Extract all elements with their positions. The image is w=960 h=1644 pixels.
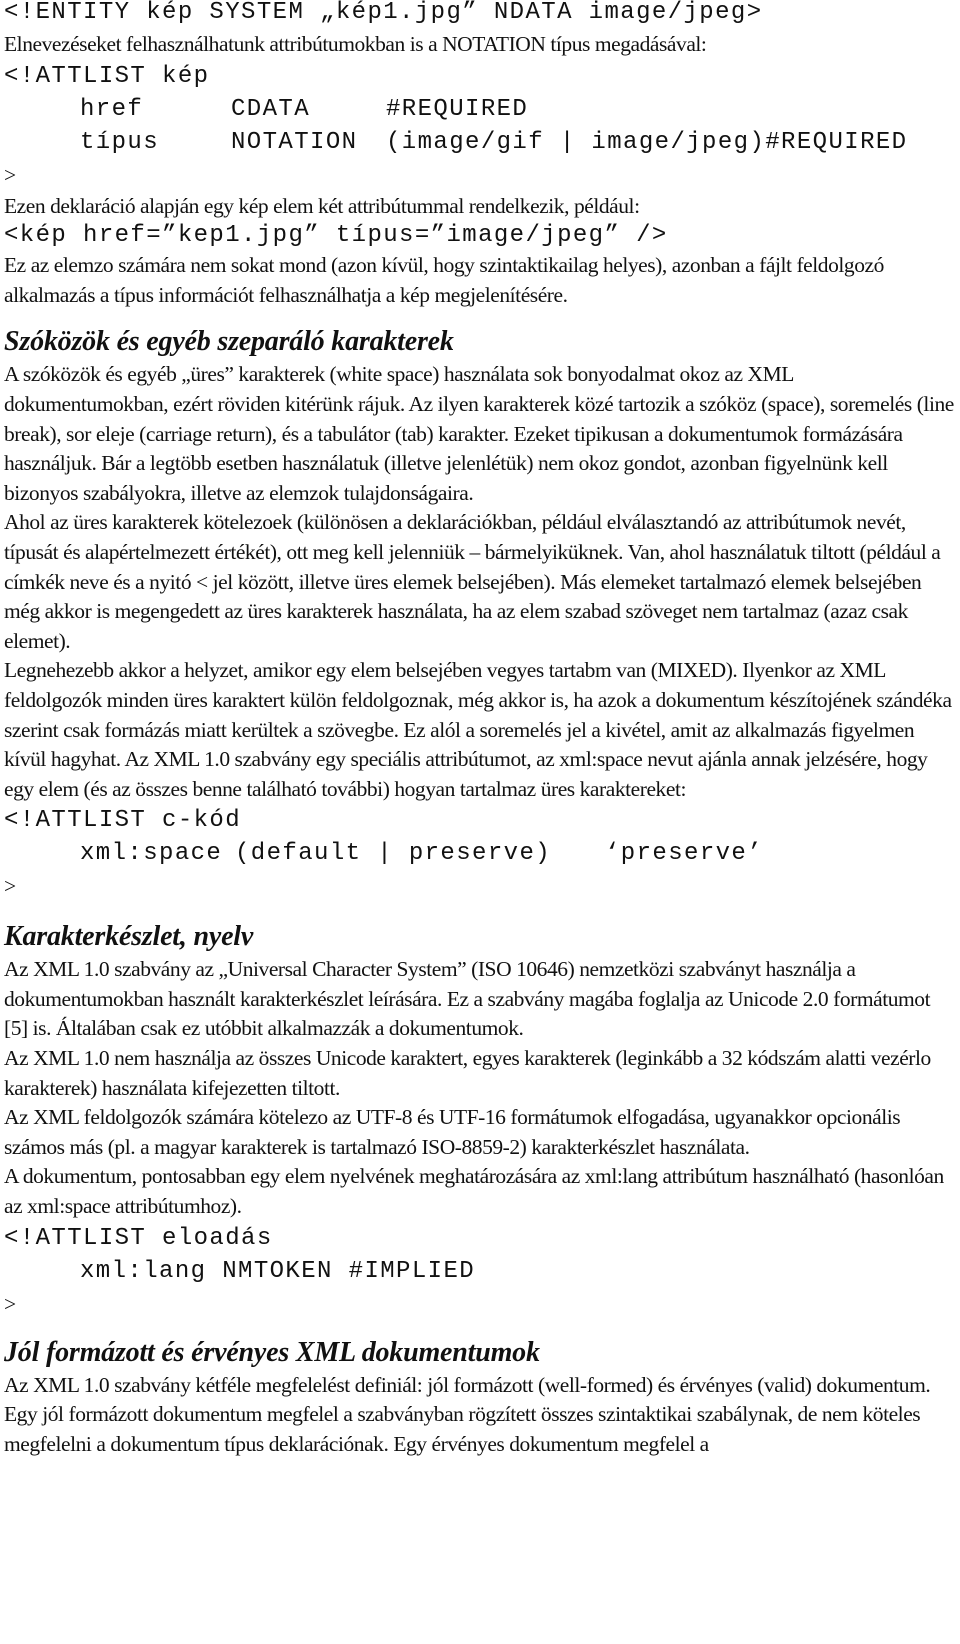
attlist-open: <!ATTLIST c-kód	[4, 807, 242, 835]
attlist-close: >	[4, 874, 17, 899]
attr-default: ‘preserve’	[605, 840, 764, 868]
attlist-open: <!ATTLIST kép	[4, 62, 210, 90]
document-page	[4, 0, 954, 1459]
attlist-close: >	[4, 162, 17, 187]
attr-type: NOTATION	[231, 128, 358, 156]
example-note-paragraph: Ez az elemzo számára nem sokat mond (azon kívül, hogy szintaktikailag helyes), azonban a fájlt feldolgozó alkalmazás a típus információt felhasználhatja a kép megjelenítésére.	[4, 253, 884, 307]
attr-name: típus	[80, 128, 160, 156]
attlist-row-xml-lang	[4, 1255, 954, 1288]
attr-type: CDATA	[231, 95, 311, 123]
charset-paragraph-4: A dokumentum, pontosabban egy elem nyelvének meghatározására az xml:lang attribútum használható (hasonlóan az xml:space attribútumhoz).	[4, 1164, 944, 1219]
attlist-eloadas-block	[4, 1222, 954, 1321]
section-heading-whitespace: Szóközök és egyéb szeparáló karakterek	[4, 326, 454, 358]
attlist-ckod-block	[4, 804, 954, 903]
section-heading-wellformed: Jól formázott és érvényes XML dokumentumok	[4, 1336, 540, 1368]
wellformed-paragraph-2: Egy jól formázott dokumentum megfelel a szabványban rögzített összes szintaktikai szabálynak, de nem köteles megfelelni a dokumentum típus deklarációnak. Egy érvényes dokumentum megfelel a	[4, 1402, 921, 1456]
charset-paragraph-1: Az XML 1.0 szabvány az „Universal Character System” (ISO 10646) nemzetközi szabványt használja a dokumentumokban használt karakterkészlet leírására. Ez a szabvány magába foglalja az Unicode 2.0 formátumot [5] is. Általában csak ez utóbbit alkalmazzák a dokumentumok.	[4, 957, 931, 1041]
charset-paragraph-3: Az XML feldolgozók számára kötelezo az UTF-8 és UTF-16 formátumok elfogadása, ugyanakkor opcionális számos más (pl. a magyar karakterek is tartalmazó ISO-8859-2) karakterkészlet használata.	[4, 1105, 901, 1159]
entity-declaration: <!ENTITY kép SYSTEM „kép1.jpg” NDATA image/jpeg>	[4, 0, 763, 26]
attlist-close: >	[4, 1291, 17, 1316]
attr-default: #REQUIRED	[386, 95, 529, 123]
attr-name: href	[80, 95, 144, 123]
attr-type: (default | preserve)	[235, 840, 552, 868]
attlist-open: <!ATTLIST eloadás	[4, 1224, 273, 1252]
attlist-row-xml-space	[4, 837, 954, 870]
attlist-row-href	[4, 93, 954, 126]
section-heading-charset: Karakterkészlet, nyelv	[4, 921, 254, 953]
attr-default: (image/gif | image/jpeg)#REQUIRED	[386, 128, 908, 156]
attlist-kep-block	[4, 60, 954, 192]
attr-definition: xml:lang NMTOKEN #IMPLIED	[80, 1257, 476, 1285]
example-intro-paragraph: Ezen deklaráció alapján egy kép elem két attribútummal rendelkezik, például:	[4, 193, 640, 218]
wellformed-paragraph-1: Az XML 1.0 szabvány kétféle megfelelést definiál: jól formázott (well-formed) és érvényes (valid) dokumentum.	[4, 1372, 931, 1397]
whitespace-paragraph-2: Ahol az üres karakterek kötelezoek (különösen a deklarációkban, például elválasztandó az attribútumok nevét, típusát és alapértelmezett értékét), ott meg kell jelenniük – bármelyiküknek. Van, ahol használatuk tiltott (például a címkék neve és a nyitó < jel között, illetve üres elemek belsejében). Más elemeket tartalmazó elemek belsejében még akkor is megengedett az üres karakterek használata, ha az elem szabad szöveget nem tartalmaz (azaz csak elemet).	[4, 510, 941, 653]
attlist-row-tipus	[4, 126, 954, 159]
whitespace-paragraph-1: A szóközök és egyéb „üres” karakterek (white space) használata sok bonyodalmat okoz az XML dokumentumokban, ezért röviden kitérünk rájuk. Az ilyen karakterek közé tartozik a szóköz (space), soremelés (line break), sor eleje (carriage return), és a tabulátor (tab) karakter. Ezeket tipikusan a dokumentumok formázására használjuk. Bár a legtöbb esetben használatuk (illetve jelenlétük) nem okoz gondot, azonban figyelnünk kell bizonyos szabályokra, illetve az elemzok tulajdonságaira.	[4, 362, 954, 505]
img-element-example: <kép href=”kep1.jpg” típus=”image/jpeg” />	[4, 222, 668, 250]
whitespace-paragraph-3: Legnehezebb akkor a helyzet, amikor egy elem belsejében vegyes tartabm van (MIXED). Ilyenkor az XML feldolgozók minden üres karaktert külön feldolgoznak, még akkor is, ha azok a dokumentum készítojének szándéka szerint csak formázás miatt kerültek a szövegbe. Ez alól a soremelés jel a kivétel, amit az alkalmazás figyelmen kívül hagyhat. Az XML 1.0 szabvány egy speciális attribútumot, az xml:space nevut ajánla annak jelzésére, hogy egy elem (és az összes benne található további) hogyan tartalmaz üres karaktereket:	[4, 658, 952, 801]
attr-name: xml:space	[80, 840, 223, 868]
charset-paragraph-2: Az XML 1.0 nem használja az összes Unicode karaktert, egyes karakterek (leginkább a 32 kódszám alatti vezérlo karakterek) használata kifejezetten tiltott.	[4, 1046, 931, 1100]
notation-intro-paragraph: Elnevezéseket felhasználhatunk attribútumokban is a NOTATION típus megadásával:	[4, 32, 707, 56]
